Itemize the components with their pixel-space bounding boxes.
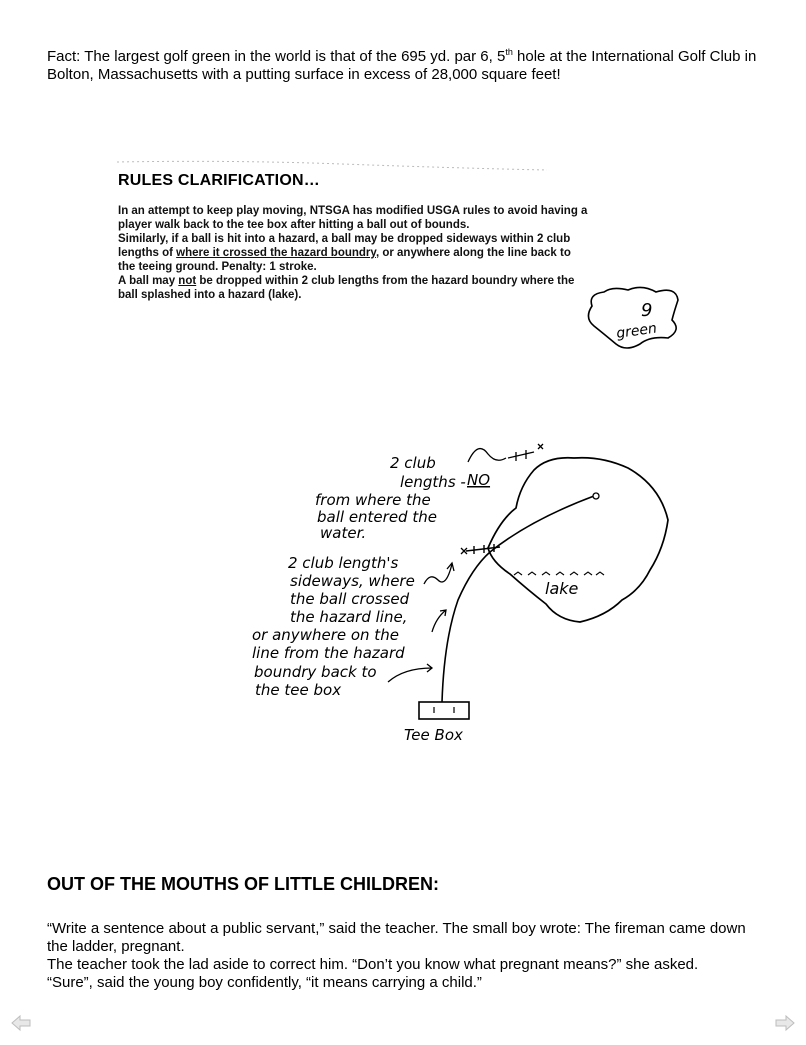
previous-page-button[interactable] (10, 1014, 32, 1032)
crossing-marker (466, 544, 500, 554)
entry-marker (508, 444, 543, 461)
note-sideways-line-3: the ball crossed (290, 590, 410, 608)
note-no-arrow (468, 449, 506, 462)
rules-text: be dropped within 2 club lengths from the hazard boundry where the ball splashed into a hazard (lake). (118, 275, 575, 301)
fact-text-end: hole at the International Golf Club in Bolton, Massachusetts with a putting surface in excess of 28,000 square feet! (47, 48, 757, 83)
note-no-line-2: lengths - (400, 473, 466, 491)
note-no-emphasis: NO (467, 471, 491, 489)
rules-underlined-text: where it crossed the hazard boundry (176, 247, 376, 259)
arrow-to-path-head (440, 610, 446, 616)
note-sideways-line-2: sideways, where (290, 572, 415, 590)
arrow-to-line-head (427, 664, 432, 672)
rules-underlined-text: not (178, 275, 197, 287)
arrow-to-crossing-head (447, 563, 454, 571)
arrow-to-crossing (424, 564, 452, 584)
rules-title: RULES CLARIFICATION… (118, 172, 320, 189)
note-no-line-5: water. (320, 524, 367, 542)
note-no-line-4: ball entered the (317, 508, 437, 526)
water-waves (514, 572, 604, 575)
fact-text-start: Fact: The largest golf green in the world is that of the 695 yd. par 6, 5 (47, 48, 506, 65)
rules-paragraph-1: In an attempt to keep play moving, NTSGA has modified USGA rules to avoid having a player walk back to the tee box after hitting a ball out of bounds. (118, 205, 588, 231)
note-no-line-1: 2 club (390, 454, 436, 472)
section-heading: OUT OF THE MOUTHS OF LITTLE CHILDREN: (47, 874, 439, 894)
story-text (47, 920, 767, 992)
ball-path-line (442, 496, 594, 702)
rules-body (118, 204, 588, 302)
arrow-left-icon (10, 1014, 32, 1032)
note-sideways-line-1: 2 club length's (288, 554, 399, 572)
green-number: 9 (641, 300, 653, 321)
green-label: green (615, 320, 658, 342)
story-line-2: The teacher took the lad aside to correct him. “Don’t you know what pregnant means?” she asked. (47, 956, 699, 973)
fact-superscript: th (505, 47, 513, 57)
note-sideways-line-8: the tee box (255, 681, 342, 699)
note-sideways-line-7: boundry back to (254, 663, 377, 681)
x-mark (461, 548, 467, 554)
green-outline (588, 287, 678, 348)
rules-paragraph-3 (118, 274, 588, 302)
note-no-line-3: from where the (315, 491, 431, 509)
arrow-to-line (388, 668, 432, 682)
lake-outline (488, 458, 668, 622)
fact-paragraph (47, 48, 767, 84)
lake-label: lake (545, 579, 579, 598)
tee-box-rect (419, 702, 469, 719)
tee-box-label: Tee Box (404, 726, 463, 744)
story-line-3: “Sure”, said the young boy confidently, “it means carrying a child.” (47, 974, 482, 991)
next-page-button[interactable] (774, 1014, 796, 1032)
rules-text: Similarly, if a ball is hit into a hazard, a ball may be dropped sideways within 2 club lengths of (118, 233, 571, 259)
tee-markers (434, 707, 454, 713)
arrow-to-path (432, 610, 446, 632)
ball-splash-point (593, 493, 599, 499)
arrow-right-icon (774, 1014, 796, 1032)
rules-text: , or anywhere along the line back to the teeing ground. Penalty: 1 stroke. (118, 247, 571, 273)
rules-text: A ball may (118, 275, 179, 287)
note-sideways-line-6: line from the hazard (252, 644, 405, 662)
rules-paragraph-2 (118, 232, 588, 274)
rules-clarification (118, 172, 588, 302)
note-sideways-line-4: the hazard line, (290, 608, 408, 626)
story-line-1: “Write a sentence about a public servant,” said the teacher. The small boy wrote: The fireman came down the ladder, pregnant. (47, 920, 746, 955)
note-sideways-line-5: or anywhere on the (252, 626, 399, 644)
